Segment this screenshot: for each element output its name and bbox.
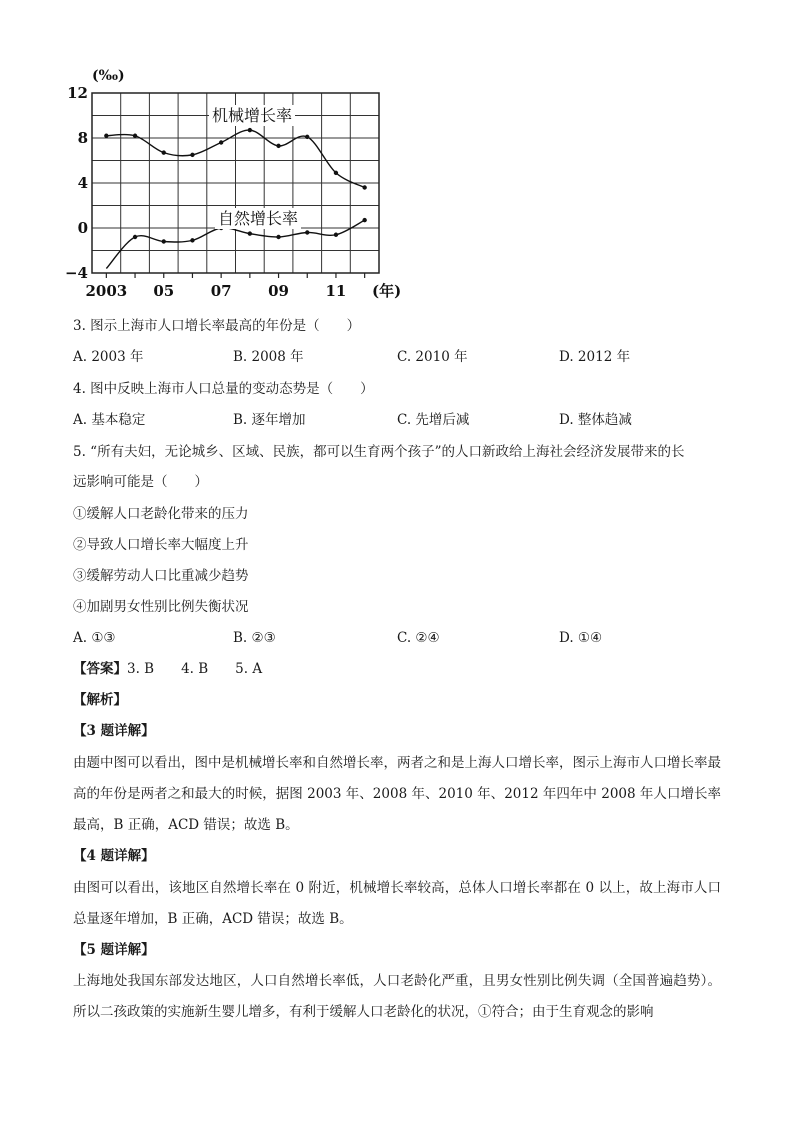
- q4-option-d[interactable]: D. 整体趋减: [559, 412, 632, 428]
- q5-stem-line2: 远影响可能是（ ）: [73, 474, 208, 490]
- answer-line: [73, 659, 262, 679]
- y-tick-label: 12: [67, 84, 88, 102]
- population-growth-chart: [64, 58, 410, 308]
- series-point: [190, 153, 194, 157]
- q5-option-b[interactable]: B. ②③: [233, 630, 276, 646]
- x-tick-label: 05: [153, 282, 175, 300]
- q3-stem: 3. 图示上海市人口增长率最高的年份是（ ）: [73, 318, 361, 334]
- q3-option-c[interactable]: C. 2010 年: [397, 349, 468, 365]
- series-point: [334, 171, 338, 175]
- x-tick-label: 2003: [85, 282, 128, 300]
- answer-label: 【答案】: [73, 661, 127, 677]
- series-point: [362, 185, 366, 189]
- q4-option-c[interactable]: C. 先增后减: [397, 412, 470, 428]
- series-point: [133, 235, 137, 239]
- q3-detail-text: 由题中图可以看出，图中是机械增长率和自然增长率，两者之和是上海人口增长率，图示上海市人口增长率最高的年份是两者之和最大的时候，据图 2003 年、2008 年、2010 年、2012 年四年中 2008 年人口增长率最高，B 正确，ACD 错误；故选 B。: [73, 755, 721, 833]
- y-tick-label: 4: [77, 174, 88, 192]
- q5-detail-title: 【5 题详解】: [73, 942, 155, 958]
- y-axis-label: (‰): [92, 68, 125, 84]
- q5-detail-text: 上海地处我国东部发达地区，人口自然增长率低，人口老龄化严重，且男女性别比例失调（全国普遍趋势）。所以二孩政策的实施新生婴儿增多，有利于缓解人口老龄化的状况，①符合；由于生育观念的影响: [73, 973, 721, 1020]
- q5-item-2: ②导致人口增长率大幅度上升: [73, 537, 249, 553]
- x-tick-label: 11: [325, 282, 347, 300]
- q5-option-a[interactable]: A. ①③: [73, 630, 116, 646]
- x-tick-label: 07: [210, 282, 232, 300]
- q5-stem-line1: 5. “所有夫妇，无论城乡、区域、民族，都可以生育两个孩子”的人口新政给上海社会经济发展带来的长: [73, 444, 685, 460]
- q3-option-a[interactable]: A. 2003 年: [73, 349, 144, 365]
- q4-stem: 4. 图中反映上海市人口总量的变动态势是（ ）: [73, 381, 374, 397]
- series-point: [276, 144, 280, 148]
- y-tick-label: −4: [64, 264, 88, 282]
- q3-option-b[interactable]: B. 2008 年: [233, 349, 304, 365]
- series-point: [334, 233, 338, 237]
- series-label: 机械增长率: [211, 106, 293, 125]
- series-point: [190, 238, 194, 242]
- q4-option-b[interactable]: B. 逐年增加: [233, 412, 306, 428]
- y-tick-label: 0: [77, 219, 88, 237]
- series-point: [133, 134, 137, 138]
- q5-item-4: ④加剧男女性别比例失衡状况: [73, 599, 249, 615]
- q3-option-d[interactable]: D. 2012 年: [559, 349, 631, 365]
- series-point: [276, 235, 280, 239]
- q4-detail-title: 【4 题详解】: [73, 848, 155, 864]
- series-label: 自然增长率: [217, 209, 299, 228]
- x-axis-label: (年): [372, 282, 402, 300]
- series-point: [305, 135, 309, 139]
- series-point: [104, 134, 108, 138]
- series-point: [162, 239, 166, 243]
- series-point: [219, 140, 223, 144]
- series-point: [305, 230, 309, 234]
- q5-item-1: ①缓解人口老龄化带来的压力: [73, 506, 249, 522]
- q4-detail-text: 由图可以看出，该地区自然增长率在 0 附近，机械增长率较高，总体人口增长率都在 0 以上，故上海市人口总量逐年增加，B 正确，ACD 错误；故选 B。: [73, 880, 721, 927]
- series-point: [248, 231, 252, 235]
- series-point: [362, 218, 366, 222]
- q3-detail-title: 【3 题详解】: [73, 723, 155, 739]
- q5-option-c[interactable]: C. ②④: [397, 630, 440, 646]
- series-point: [162, 150, 166, 154]
- y-tick-label: 8: [77, 129, 88, 147]
- q5-item-3: ③缓解劳动人口比重减少趋势: [73, 568, 249, 584]
- analysis-label: 【解析】: [73, 692, 127, 708]
- q4-option-a[interactable]: A. 基本稳定: [73, 412, 146, 428]
- q5-option-d[interactable]: D. ①④: [559, 630, 603, 646]
- answer-text: 3. B 4. B 5. A: [127, 661, 263, 677]
- x-tick-label: 09: [268, 282, 289, 300]
- series-point: [248, 128, 252, 132]
